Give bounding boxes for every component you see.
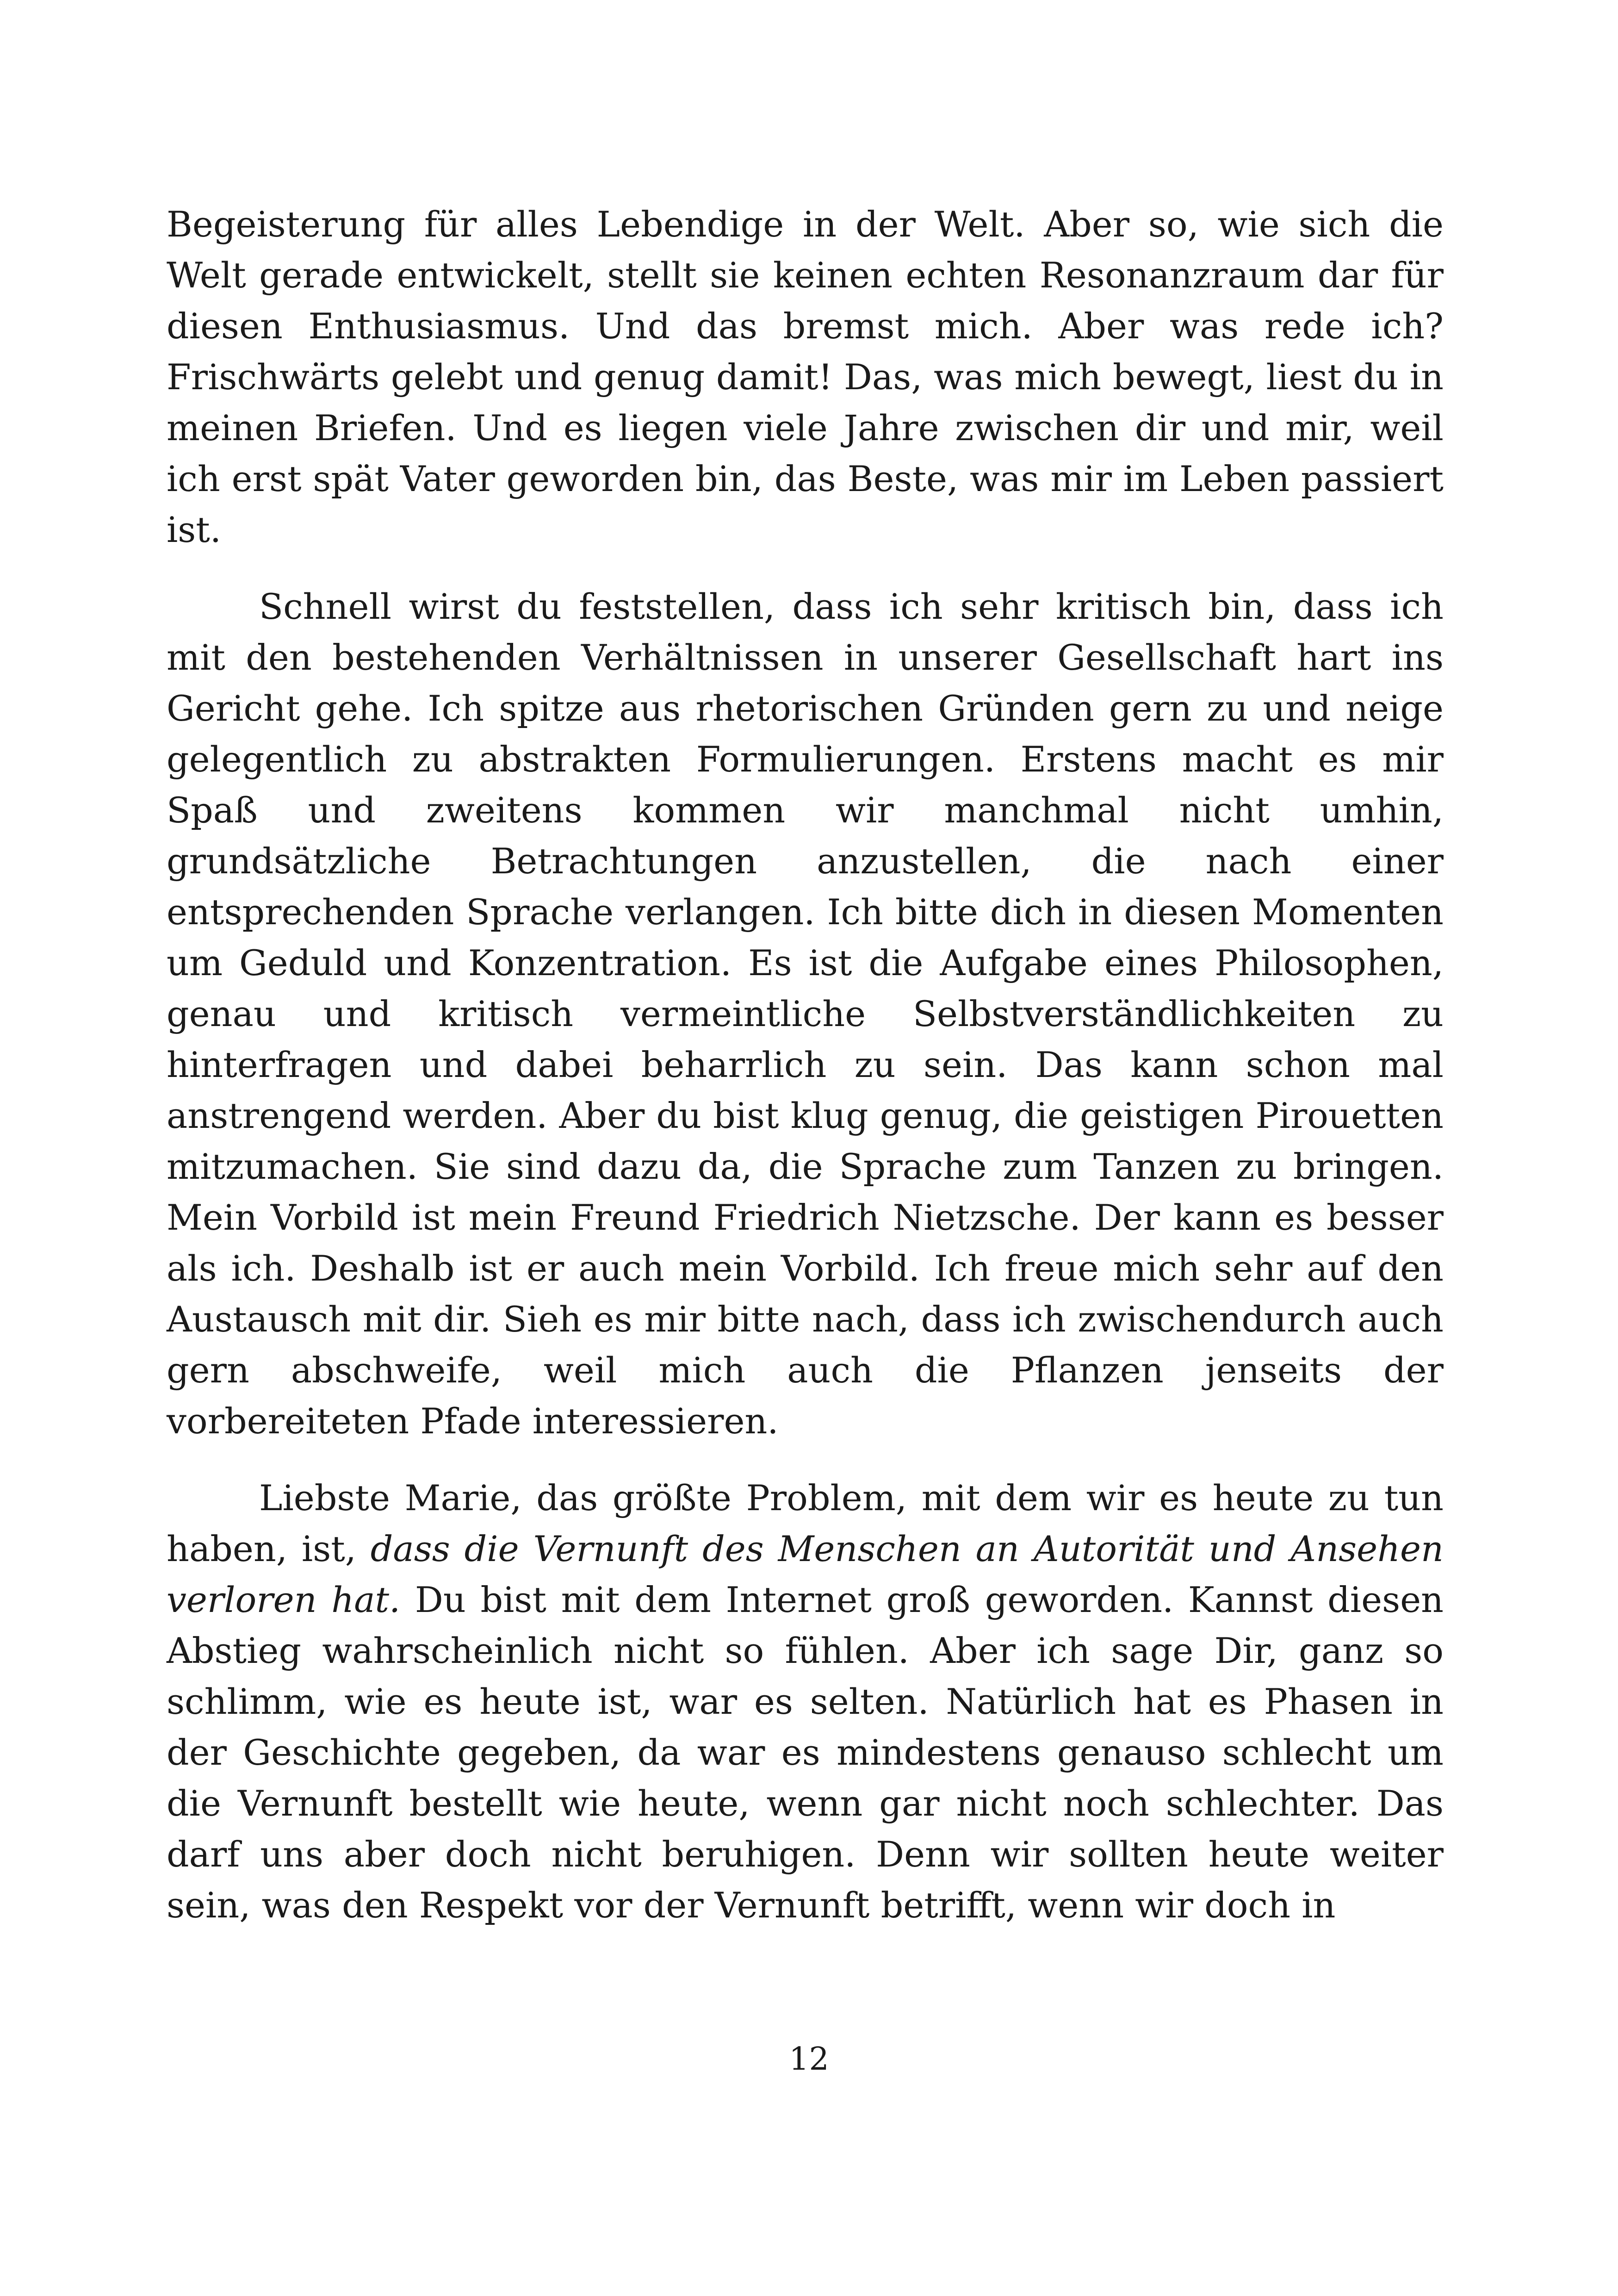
- body-text: [167, 199, 1444, 1957]
- paragraph-3-text-after: Du bist mit dem Internet groß geworden. Kannst diesen Abstieg wahrscheinlich nicht so fühlen. Aber ich sage Dir, ganz so schlimm, wie es heute ist, war es selten. Natürlich hat es Phasen in der Geschichte gegeben, da war es mindestens genauso schlecht um die Vernunft bestellt wie heute, wenn gar nicht noch schlechter. Das darf uns aber doch nicht beruhigen. Denn wir sollten heute weiter sein, was den Respekt vor der Vernunft betrifft, wenn wir doch in: [167, 1579, 1444, 1926]
- paragraph-3-text-before: Liebste Marie, das größte Problem, mit dem wir es heute zu tun haben, ist,: [167, 1477, 1444, 1569]
- paragraph-2: Schnell wirst du feststellen, dass ich sehr kritisch bin, dass ich mit den bestehenden Verhältnissen in unserer Gesellschaft hart ins Gericht gehe. Ich spitze aus rhetorischen Gründen gern zu und neige gelegentlich zu abstrakten Formulierungen. Erstens macht es mir Spaß und zweitens kommen wir manchmal nicht umhin, grundsätzliche Betrachtungen anzustellen, die nach einer entsprechenden Sprache verlangen. Ich bitte dich in diesen Momenten um Geduld und Konzentration. Es ist die Aufgabe eines Philosophen, genau und kritisch vermeintliche Selbstverständlichkeiten zu hinterfragen und dabei beharrlich zu sein. Das kann schon mal anstrengend werden. Aber du bist klug genug, die geistigen Pirouetten mitzumachen. Sie sind dazu da, die Sprache zum Tanzen zu bringen. Mein Vorbild ist mein Freund Friedrich Nietzsche. Der kann es besser als ich. Deshalb ist er auch mein Vorbild. Ich freue mich sehr auf den Austausch mit dir. Sieh es mir bitte nach, dass ich zwischendurch auch gern abschweife, weil mich auch die Pflanzen jenseits der vorbereiteten Pfade interessieren.: [167, 586, 1444, 1442]
- paragraph-3: [167, 1473, 1444, 1931]
- page-number: 12: [789, 2041, 829, 2078]
- paragraph-3-emphasis: dass die Vernunft des Menschen an Autorität und Ansehen verloren hat.: [167, 1528, 1444, 1620]
- paragraph-1: Begeisterung für alles Lebendige in der Welt. Aber so, wie sich die Welt gerade entwickelt, stellt sie keinen echten Resonanzraum dar für diesen Enthusiasmus. Und das bremst mich. Aber was rede ich? Frischwärts gelebt und genug damit! Das, was mich bewegt, liest du in meinen Briefen. Und es liegen viele Jahre zwischen dir und mir, weil ich erst spät Vater geworden bin, das Beste, was mir im Leben passiert ist.: [167, 204, 1444, 550]
